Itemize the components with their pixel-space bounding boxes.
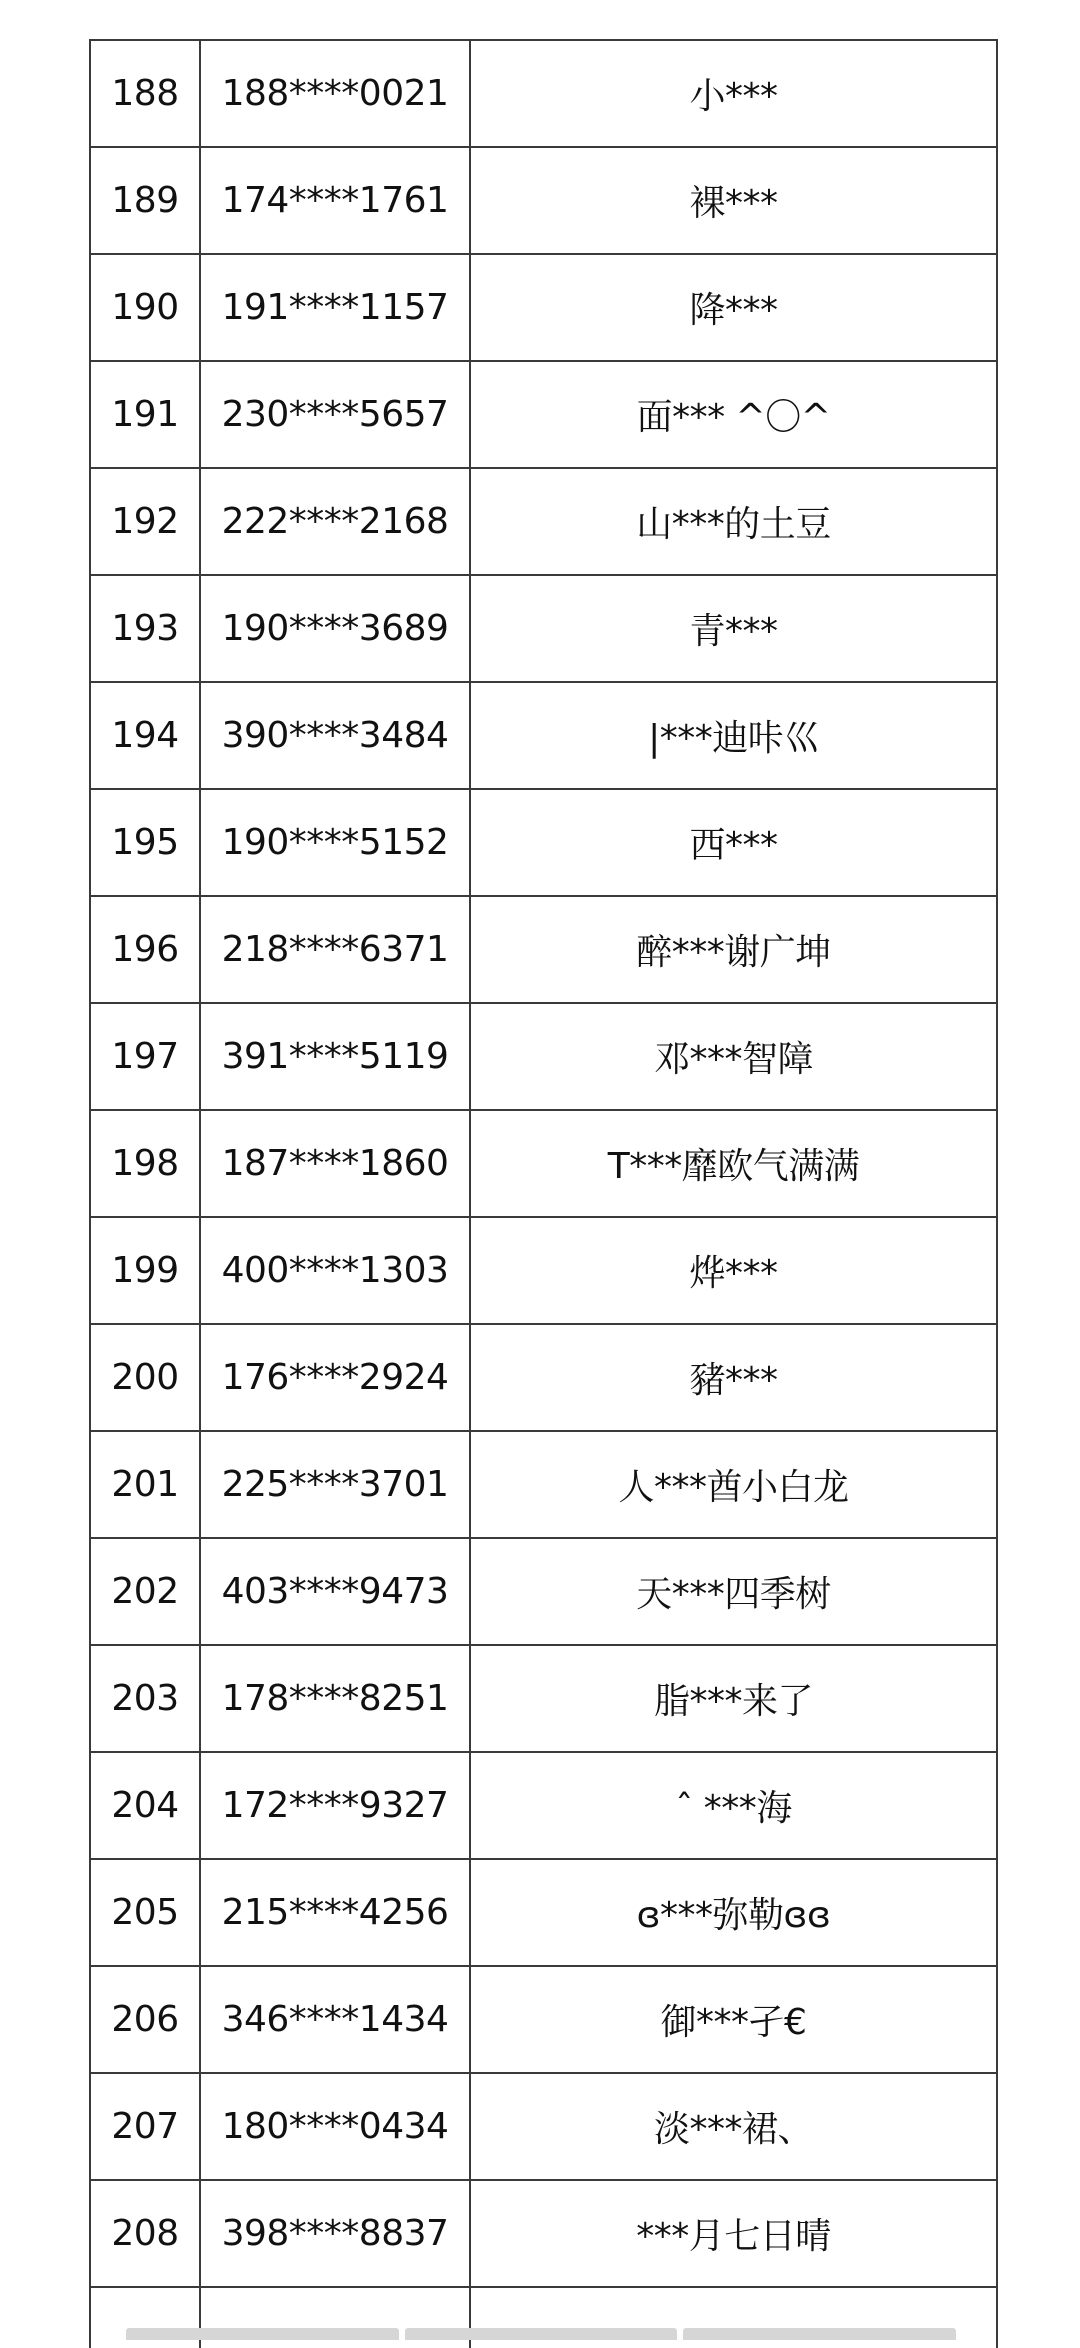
- row-name: 天***四季树: [471, 1539, 998, 1644]
- row-name: 人***酋小白龙: [471, 1432, 998, 1537]
- row-phone: 218****6371: [201, 897, 471, 1002]
- row-name: 面*** ^〇^: [471, 362, 998, 467]
- table-row: [91, 41, 998, 148]
- row-index: 191: [91, 362, 201, 467]
- row-index: 201: [91, 1432, 201, 1537]
- row-index: 198: [91, 1111, 201, 1216]
- row-phone: 190****3689: [201, 576, 471, 681]
- table-row: [91, 1967, 998, 2074]
- row-phone: 190****5152: [201, 790, 471, 895]
- table-row: [91, 1646, 998, 1753]
- row-index: 206: [91, 1967, 201, 2072]
- row-index: 196: [91, 897, 201, 1002]
- row-index: 208: [91, 2181, 201, 2286]
- row-phone: 390****3484: [201, 683, 471, 788]
- row-name: 小***: [471, 41, 998, 146]
- row-phone: 187****1860: [201, 1111, 471, 1216]
- row-name: 西***: [471, 790, 998, 895]
- table-row: [91, 1753, 998, 1860]
- scrollbar-segment[interactable]: [126, 2328, 399, 2340]
- row-name: T***靡欧气满满: [471, 1111, 998, 1216]
- row-index: 200: [91, 1325, 201, 1430]
- row-index: 203: [91, 1646, 201, 1751]
- row-name: 青***: [471, 576, 998, 681]
- row-phone: 346****1434: [201, 1967, 471, 2072]
- table-row: [91, 255, 998, 362]
- row-index: 193: [91, 576, 201, 681]
- table-row: [91, 1539, 998, 1646]
- row-index: 202: [91, 1539, 201, 1644]
- row-index: 190: [91, 255, 201, 360]
- row-index: 197: [91, 1004, 201, 1109]
- row-index: 188: [91, 41, 201, 146]
- row-phone: 230****5657: [201, 362, 471, 467]
- row-name: 醉***谢广坤: [471, 897, 998, 1002]
- row-name: ˆ ***海: [471, 1753, 998, 1858]
- row-phone: 180****0434: [201, 2074, 471, 2179]
- row-phone: 225****3701: [201, 1432, 471, 1537]
- row-phone: 176****2924: [201, 1325, 471, 1430]
- table-row: [91, 1004, 998, 1111]
- row-index: 205: [91, 1860, 201, 1965]
- row-name: 邓***智障: [471, 1004, 998, 1109]
- table-row: [91, 1860, 998, 1967]
- row-phone: 174****1761: [201, 148, 471, 253]
- row-phone: 222****2168: [201, 469, 471, 574]
- row-name: 御***孑€: [471, 1967, 998, 2072]
- table-row: [91, 148, 998, 255]
- row-name: 淡***裙、: [471, 2074, 998, 2179]
- row-phone: 398****8837: [201, 2181, 471, 2286]
- row-name: 豬***: [471, 1325, 998, 1430]
- row-phone: 403****9473: [201, 1539, 471, 1644]
- row-index: 195: [91, 790, 201, 895]
- row-phone: 400****1303: [201, 1218, 471, 1323]
- row-index: 204: [91, 1753, 201, 1858]
- row-phone: 191****1157: [201, 255, 471, 360]
- row-name: 脂***来了: [471, 1646, 998, 1751]
- winners-table: [89, 39, 998, 2348]
- row-name: ɞ***弥勒ɞɞ: [471, 1860, 998, 1965]
- table-row: [91, 1432, 998, 1539]
- row-name: 降***: [471, 255, 998, 360]
- table-row: [91, 1218, 998, 1325]
- table-row: [91, 683, 998, 790]
- table-row: [91, 1325, 998, 1432]
- table-row: [91, 1111, 998, 1218]
- table-row: [91, 897, 998, 1004]
- horizontal-scrollbar[interactable]: [126, 2328, 956, 2340]
- row-name: 山***的土豆: [471, 469, 998, 574]
- table-row: [91, 2181, 998, 2288]
- table-row: [91, 362, 998, 469]
- row-phone: 172****9327: [201, 1753, 471, 1858]
- row-index: 194: [91, 683, 201, 788]
- table-row: [91, 469, 998, 576]
- row-name: 烨***: [471, 1218, 998, 1323]
- table-row: [91, 2074, 998, 2181]
- row-phone: 188****0021: [201, 41, 471, 146]
- row-phone: 178****8251: [201, 1646, 471, 1751]
- row-index: 189: [91, 148, 201, 253]
- scrollbar-segment[interactable]: [683, 2328, 956, 2340]
- table-row: [91, 576, 998, 683]
- scrollbar-segment[interactable]: [405, 2328, 678, 2340]
- row-index: 207: [91, 2074, 201, 2179]
- row-name: |***迪咔巛: [471, 683, 998, 788]
- row-name: ***月七日晴: [471, 2181, 998, 2286]
- row-index: 192: [91, 469, 201, 574]
- row-phone: 391****5119: [201, 1004, 471, 1109]
- row-index: 199: [91, 1218, 201, 1323]
- row-name: 裸***: [471, 148, 998, 253]
- table-row: [91, 790, 998, 897]
- row-phone: 215****4256: [201, 1860, 471, 1965]
